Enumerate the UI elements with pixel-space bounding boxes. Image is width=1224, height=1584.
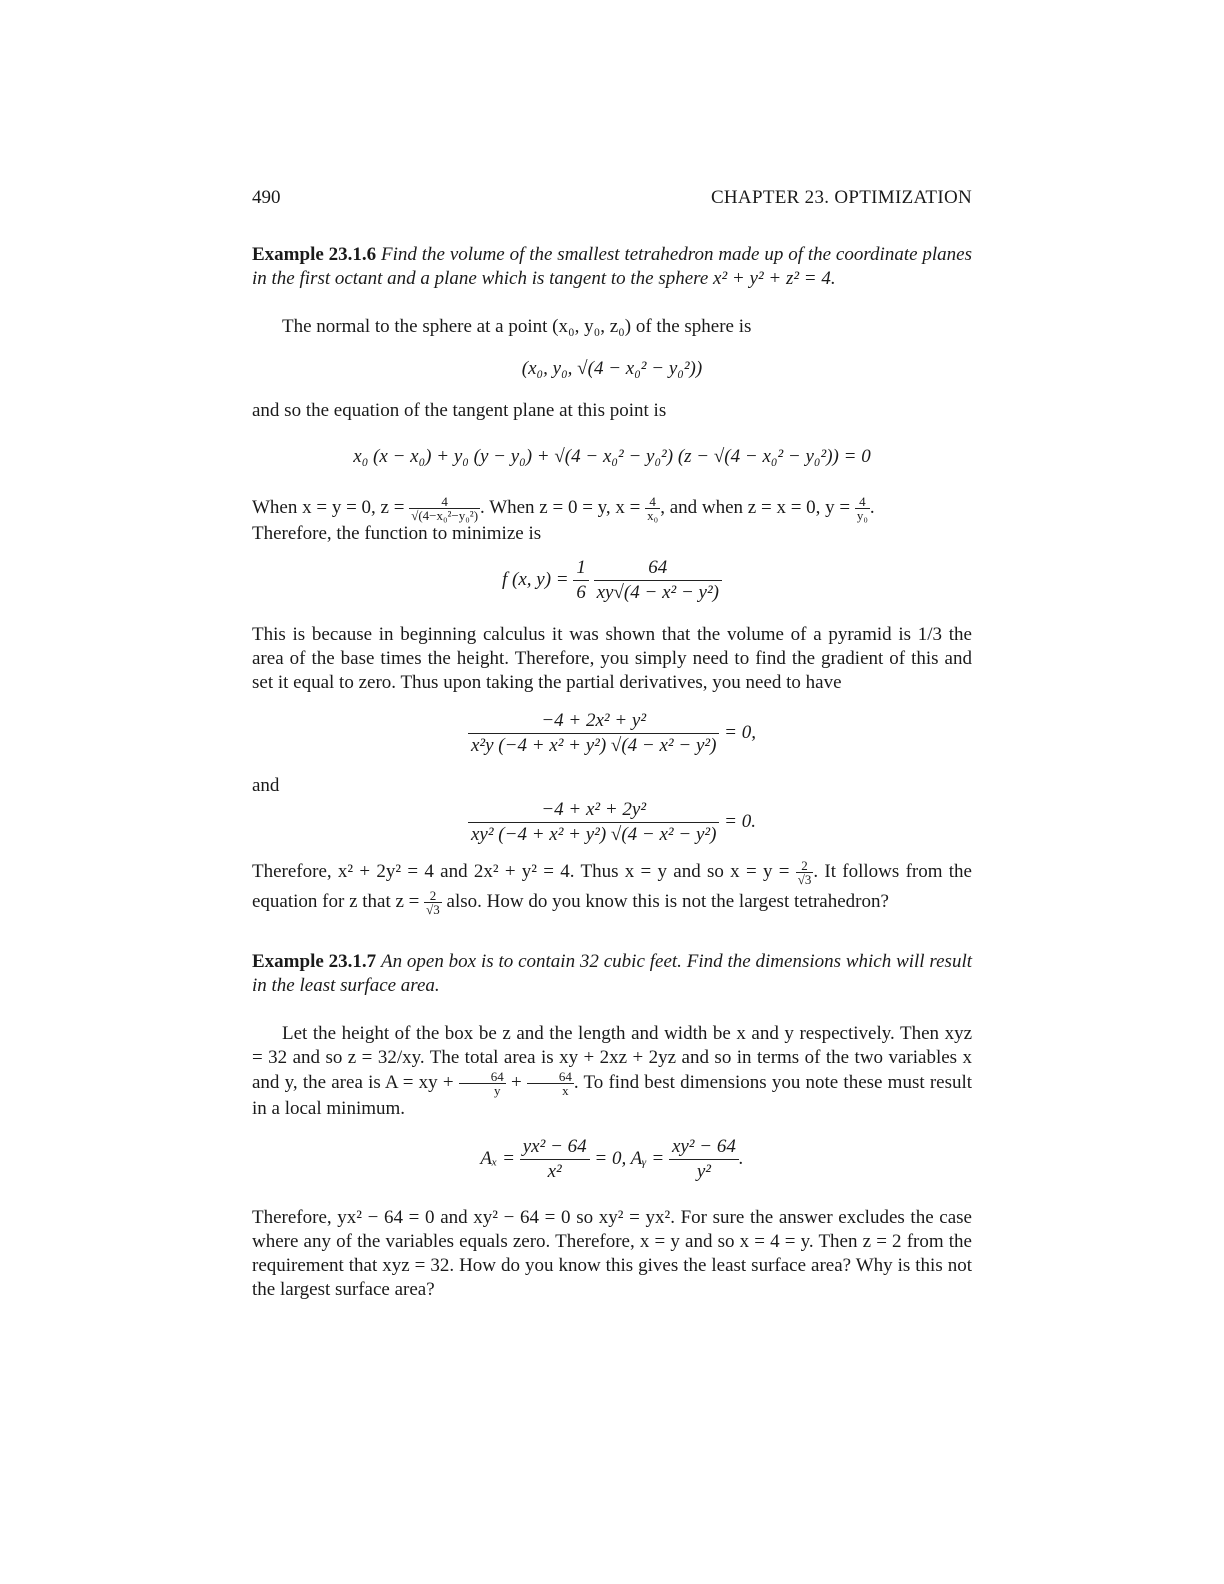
paragraph-function: Therefore, the function to minimize is (252, 523, 542, 544)
example-statement: Find the volume of the smallest tetrahedron made up of the coordinate planes in the first octant and a plane which is tangent to the sphere x² + y² + z² = 4. (252, 244, 973, 289)
page-number: 490 (252, 187, 281, 208)
fraction-one-sixth: $\frac{1}{6}$ (573, 556, 589, 605)
intercept-fraction-z: $\frac{4}{\text{√(4−x₀²−y₀²)}}$ (411, 494, 479, 523)
paragraph-box-solution: Therefore, yx² − 64 = 0 and xy² − 64 = 0 so xy² = yx². For sure the answer excludes the case where any of the variables equals zero. Therefore, x = y and so x = 4 = y. Then z = 2 from the requirement that xyz = 32. How do you know this gives the least surface area? Why is this not the largest surface area? (252, 1207, 972, 1300)
example-label: Example 23.1.6 (252, 244, 377, 265)
paragraph-tangent-plane: and so the equation of the tangent plane at this point is (252, 400, 667, 421)
intercept-fraction-x: $\frac{4}{\text{x₀}}$ (647, 494, 659, 523)
running-header (252, 186, 972, 210)
equation-tangent-plane: x₀ (x − x₀) + y₀ (y − y₀) + √(4 − x₀² − y₀²) (z − √(4 − x₀² − y₀²)) = 0 (353, 446, 871, 467)
example-23-1-6 (252, 243, 972, 291)
fraction-volume: $\frac{64}{\text{xy√(4 − x² − y²)}}$ (594, 556, 722, 605)
example-label: Example 23.1.7 (252, 951, 377, 972)
equation-partial-x: $\frac{\text{−4 + 2x² + y²}}{\text{x²y (−4 + x² + y²) √(4 − x² − y²)}}$ = 0, (252, 709, 972, 758)
equation-partial-y: $\frac{\text{−4 + x² + 2y²}}{\text{xy² (−4 + x² + y²) √(4 − x² − y²)}}$ = 0. (252, 798, 972, 847)
intercept-text-2: . When z = 0 = y, x = (480, 496, 641, 518)
paragraph-box: Let the height of the box be z and the length and width be x and y respectively. Then xyz = 32 and so z = 32/xy. The total area is xy + 2xz + 2yz and so in terms of the two variables x and y, the area is A = xy + $\frac{64}{y}$ + $\frac{64}{x}$ . To find best dimensions you note these must result in a local minimum. (252, 1023, 973, 1119)
intercept-fraction-y: $\frac{4}{\text{y₀}}$ (856, 494, 868, 523)
paragraph-solution-1: Therefore, x² + 2y² = 4 and 2x² + y² = 4. Thus x = y and so x = y = $\frac{2}{√3}$ . It follows from the equation for z that z = $\frac{2}{√3}$ also. How do you know this is not the largest tetrahedron? (252, 858, 972, 918)
example-23-1-7 (252, 950, 972, 998)
paragraph-normal: The normal to the sphere at a point (x₀, y₀, z₀) of the sphere is (282, 316, 752, 337)
page (252, 186, 972, 1302)
chapter-title: CHAPTER 23. OPTIMIZATION (710, 187, 972, 208)
word-and: and (252, 775, 280, 796)
equation-normal: (x₀, y₀, √(4 − x₀² − y₀²)) (521, 358, 703, 379)
intercept-text-1: When x = y = 0, z = (252, 496, 405, 518)
intercept-text-3: , and when z = x = 0, y = (660, 496, 851, 518)
equation-f: f (x, y) = $\frac{1}{6}$ $\frac{64}{\text{xy√(4 − x² − y²)}}$ (252, 556, 972, 605)
paragraph-pyramid: This is because in beginning calculus it was shown that the volume of a pyramid is 1/3 the area of the base times the height. Therefore, you simply need to find the gradient of this and set it equal to zero. Thus upon taking the partial derivatives, you need to have (252, 624, 972, 693)
example-statement: An open box is to contain 32 cubic feet. Find the dimensions which will result in the least surface area. (252, 951, 972, 996)
paragraph-intercepts: When x = y = 0, z = $\frac{4}{\text{√(4−x₀²−y₀²)}}$ . When z = 0 = y, x = $\frac{4}{\text{x₀}}$ , and when z = x = 0, y = $\frac{4}{\text{y₀}}$ . (252, 494, 875, 523)
equation-area-partials: Aₓ = $\frac{\text{yx² − 64}}{\text{x²}}$ = 0, Aᵧ = $\frac{\text{xy² − 64}}{\text{y²}}$ . (480, 1136, 744, 1182)
